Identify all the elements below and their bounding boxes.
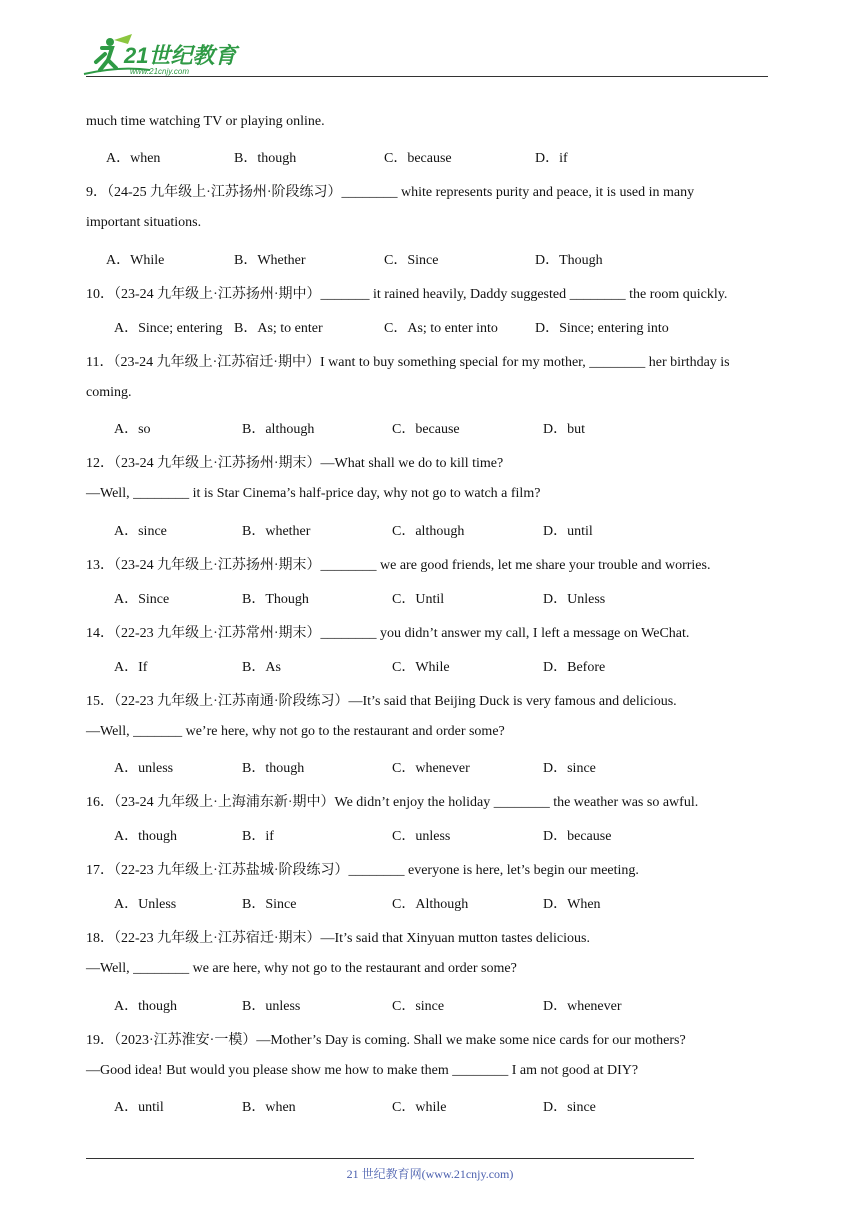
question-5 (86, 622, 689, 642)
logo-url: www.21cnjy.com (130, 67, 189, 76)
question-continuation (86, 114, 325, 130)
question-source: （23-24 九年级上·江苏扬州·期中） (114, 286, 321, 302)
answer-option[interactable]: C．since (392, 998, 445, 1014)
answer-option[interactable]: C．although (392, 523, 465, 539)
answer-option[interactable]: A．If (114, 659, 148, 675)
question-number: 19． (86, 1032, 114, 1048)
question-source: （23-24 九年级上·江苏扬州·期末） (114, 456, 321, 471)
answer-option[interactable]: D．if (535, 151, 568, 166)
answer-option[interactable]: B．though (242, 761, 305, 776)
answer-option[interactable]: B．Whether (234, 252, 306, 268)
question-continuation (86, 215, 201, 231)
question-6 (86, 690, 677, 710)
answer-option[interactable]: D．Since; entering into (535, 320, 669, 336)
question-text: coming. (86, 384, 132, 400)
answer-option[interactable]: A．since (114, 523, 167, 539)
answer-option[interactable]: D．Though (535, 252, 603, 268)
answer-option[interactable]: A．though (114, 829, 177, 844)
answer-option[interactable]: A．when (106, 151, 161, 166)
question-continuation (86, 486, 540, 502)
answer-option[interactable]: C．whenever (392, 761, 470, 776)
answer-blank: ________ (320, 557, 377, 573)
question-source: （22-23 九年级上·江苏宿迁·期末） (114, 931, 321, 946)
question-source: （23-24 九年级上·江苏宿迁·期中） (113, 354, 320, 370)
question-number: 15． (86, 693, 114, 709)
question-8 (86, 859, 639, 879)
question-7 (86, 791, 698, 811)
question-text: —Good idea! But would you please show me how to make them ________ I am not good at DIY? (86, 1062, 639, 1078)
question-10 (86, 1029, 686, 1049)
question-number: 13． (86, 557, 114, 573)
answer-option[interactable]: A．unless (114, 761, 174, 776)
answer-blank: _______ (320, 286, 370, 302)
answer-option[interactable]: C．because (392, 422, 460, 437)
answer-option[interactable]: C．Since (384, 252, 439, 268)
question-continuation (86, 1063, 638, 1079)
answer-option[interactable]: B．although (242, 422, 315, 437)
answer-blank: ________ (589, 354, 646, 370)
answer-option[interactable]: B．unless (242, 998, 301, 1014)
question-text: We didn’t enjoy the holiday (334, 795, 494, 810)
answer-option[interactable]: D．When (543, 897, 601, 912)
question-number: 12． (86, 456, 114, 471)
answer-option[interactable]: A．Since (114, 591, 170, 607)
question-text: we are good friends, let me share your trouble and worries. (376, 557, 711, 573)
question-text: everyone is here, let’s begin our meeting. (404, 863, 639, 878)
question-number: 11． (86, 354, 114, 370)
question-source: （2023·江苏淮安·一模） (114, 1032, 257, 1048)
answer-option[interactable]: C．unless (392, 829, 451, 844)
answer-option[interactable]: D．until (543, 523, 593, 539)
answer-option[interactable]: B．Since (242, 897, 297, 912)
question-source: （22-23 九年级上·江苏南通·阶段练习） (114, 693, 349, 709)
answer-option[interactable]: C．Although (392, 897, 469, 912)
answer-option[interactable]: C．because (384, 151, 452, 166)
answer-option[interactable]: D．since (543, 1100, 596, 1115)
question-text: her birthday is (645, 354, 730, 370)
answer-option[interactable]: D．whenever (543, 998, 622, 1014)
question-number: 14． (86, 625, 114, 641)
question-continuation (86, 961, 517, 977)
question-text: —It’s said that Beijing Duck is very famous and delicious. (348, 693, 677, 709)
answer-option[interactable]: D．but (543, 422, 585, 437)
site-logo (80, 30, 250, 78)
answer-option[interactable]: C．Until (392, 591, 445, 607)
answer-option[interactable]: D．since (543, 761, 596, 776)
question-9 (86, 927, 590, 947)
answer-option[interactable]: B．though (234, 151, 297, 166)
question-continuation (86, 385, 132, 401)
question-number: 18． (86, 931, 114, 946)
question-text: much time watching TV or playing online. (86, 114, 325, 129)
question-source: （24-25 九年级上·江苏扬州·阶段练习） (107, 185, 342, 200)
answer-option[interactable]: B．As; to enter (234, 320, 323, 336)
question-source: （23-24 九年级上·江苏扬州·期末） (114, 557, 321, 573)
question-0 (86, 181, 694, 201)
question-source: （23-24 九年级上·上海浦东新·期中） (114, 795, 335, 810)
answer-option[interactable]: B．As (242, 659, 281, 675)
question-1 (86, 283, 727, 303)
question-continuation (86, 724, 505, 740)
footer-rule (86, 1158, 694, 1159)
question-number: 17． (86, 863, 114, 878)
logo-text: 21世纪教育 (124, 43, 237, 68)
question-text: —What shall we do to kill time? (320, 456, 504, 471)
answer-blank: ________ (348, 863, 405, 878)
question-number: 16． (86, 795, 114, 810)
answer-blank: ________ (493, 795, 550, 810)
question-number: 9． (86, 185, 107, 200)
question-text: —Well, ________ it is Star Cinema’s half-price day, why not go to watch a film? (86, 486, 541, 501)
answer-option[interactable]: D．Before (543, 659, 606, 675)
answer-option[interactable]: C．while (392, 1100, 447, 1115)
footer-text: 21 世纪教育网(www.21cnjy.com) (346, 1167, 514, 1181)
answer-option[interactable]: A．Since; entering (114, 320, 223, 336)
question-4 (86, 554, 710, 574)
answer-option[interactable]: B．when (242, 1100, 296, 1115)
question-3 (86, 452, 503, 472)
answer-option[interactable]: A．Unless (114, 897, 177, 912)
question-text: —Well, ________ we are here, why not go to the restaurant and order some? (86, 961, 517, 976)
answer-option[interactable]: B．Though (242, 591, 309, 607)
answer-option[interactable]: A．so (114, 422, 151, 437)
answer-option[interactable]: B．whether (242, 523, 311, 539)
question-text: it rained heavily, Daddy suggested ________ the room quickly. (369, 286, 728, 302)
answer-option[interactable]: C．As; to enter into (384, 320, 498, 336)
answer-option[interactable]: A．though (114, 998, 177, 1014)
answer-option[interactable]: C．While (392, 659, 450, 675)
answer-option[interactable]: A．until (114, 1100, 164, 1115)
header-rule (86, 76, 768, 77)
question-source: （22-23 九年级上·江苏盐城·阶段练习） (114, 863, 349, 878)
answer-option[interactable]: D．Unless (543, 591, 606, 607)
question-text: —Mother’s Day is coming. Shall we make some nice cards for our mothers? (256, 1032, 686, 1048)
question-number: 10． (86, 286, 114, 302)
question-text: —Well, _______ we’re here, why not go to the restaurant and order some? (86, 723, 505, 739)
question-text: I want to buy something special for my mother, (319, 354, 590, 370)
question-text: important situations. (86, 215, 202, 230)
answer-option[interactable]: B．if (242, 829, 274, 844)
question-2 (86, 351, 730, 371)
answer-option[interactable]: A．While (106, 252, 165, 268)
question-source: （22-23 九年级上·江苏常州·期末） (114, 625, 321, 641)
answer-blank: ________ (320, 625, 377, 641)
question-text: white represents purity and peace, it is used in many (397, 185, 695, 200)
answer-blank: ________ (341, 185, 398, 200)
question-text: the weather was so awful. (549, 795, 699, 810)
answer-option[interactable]: D．because (543, 829, 612, 844)
question-text: you didn’t answer my call, I left a message on WeChat. (376, 625, 690, 641)
question-text: —It’s said that Xinyuan mutton tastes delicious. (320, 931, 590, 946)
